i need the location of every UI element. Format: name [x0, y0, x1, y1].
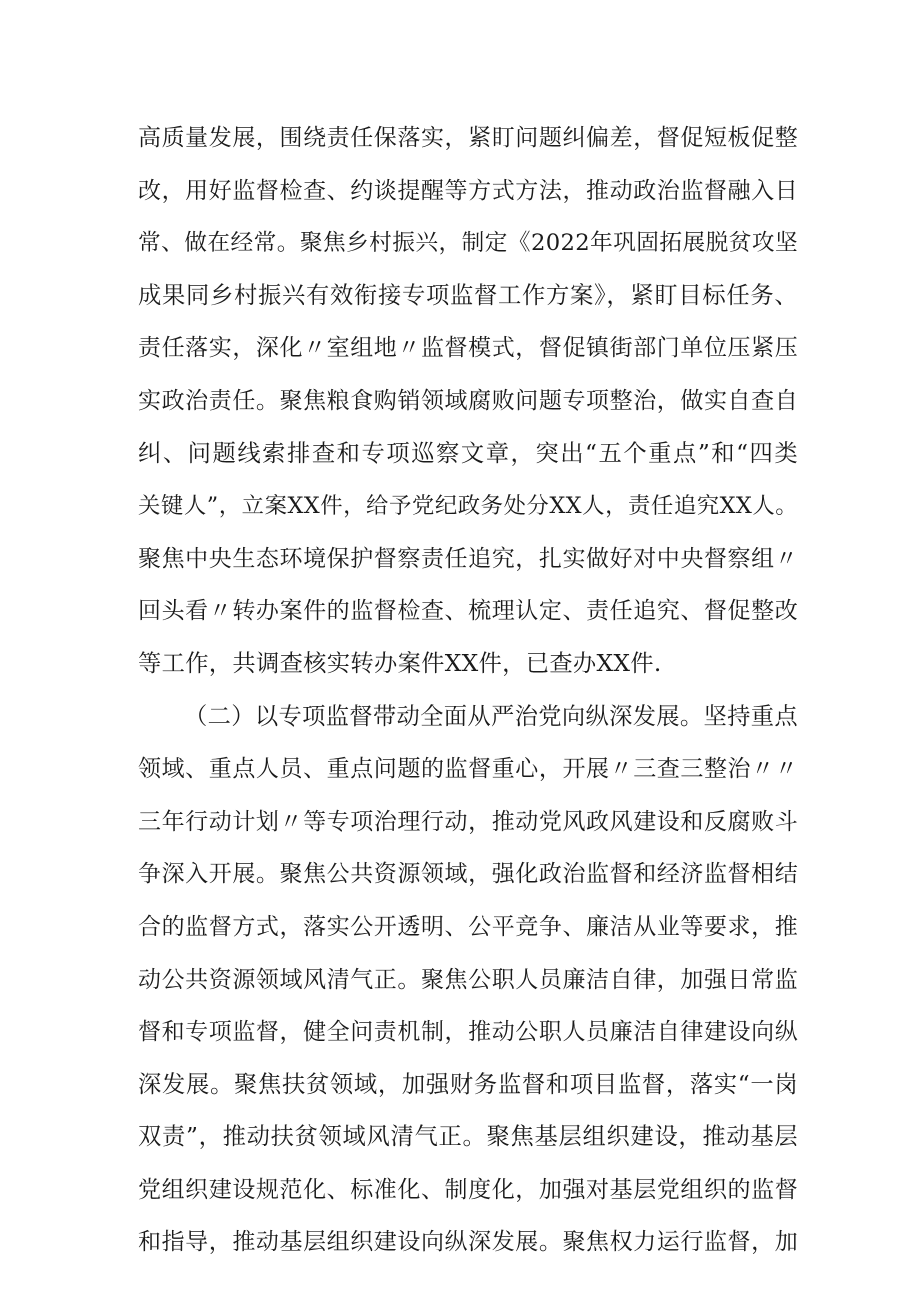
body-text [138, 112, 798, 1269]
text-line: 督和专项监督，健全问责机制，推动公职人员廉洁自律建设向纵 [138, 1019, 798, 1046]
text-line: 双责”，推动扶贫领域风清气正。聚焦基层组织建设，推动基层 [138, 1123, 798, 1151]
text-line: 合的监督方式，落实公开透明、公平竞争、廉洁从业等要求，推 [138, 913, 798, 940]
text-line: 改，用好监督检查、约谈提醒等方式方法，推动政治监督融入日 [138, 177, 798, 204]
text-line: 和指导，推动基层组织建设向纵深发展。聚焦权力运行监督，加 [138, 1229, 798, 1256]
text-line: 深发展。聚焦扶贫领域，加强财务监督和项目监督，落实“一岗 [138, 1070, 798, 1098]
text-line: 实政治责任。聚焦粮食购销领域腐败问题专项整治，做实自查自 [138, 387, 798, 414]
text-line: 聚焦中央生态环境保护督察责任追究，扎实做好对中央督察组〃 [138, 545, 798, 572]
text-line: 动公共资源领域风清气正。聚焦公职人员廉洁自律，加强日常监 [138, 966, 798, 993]
paragraph-start-line: （二）以专项监督带动全面从严治党向纵深发展。坚持重点 [184, 702, 798, 730]
text-line: 关键人”，立案XX件，给予党纪政务处分XX人，责任追究XX人。 [138, 493, 798, 520]
text-line: 党组织建设规范化、标准化、制度化，加强对基层党组织的监督 [138, 1176, 798, 1203]
text-line: 回头看〃转办案件的监督检查、梳理认定、责任追究、督促整改 [138, 598, 798, 625]
text-line: 领域、重点人员、重点问题的监督重心，开展〃三查三整治〃〃 [138, 756, 798, 783]
text-line: 三年行动计划〃等专项治理行动，推动党风政风建设和反腐败斗 [138, 808, 798, 835]
text-line: 争深入开展。聚焦公共资源领域，强化政治监督和经济监督相结 [138, 861, 798, 888]
text-line: 成果同乡村振兴有效衔接专项监督工作方案》，紧盯目标任务、 [138, 281, 798, 309]
text-line: 高质量发展，围绕责任保落实，紧盯问题纠偏差，督促短板促整 [138, 125, 798, 151]
text-line: 常、做在经常。聚焦乡村振兴，制定《2022年巩固拓展脱贫攻坚 [138, 230, 798, 257]
text-line: 等工作，共调查核实转办案件XX件，已查办XX件. [138, 649, 662, 677]
text-line: 纠、问题线索排查和专项巡察文章，突出“五个重点”和“四类 [138, 439, 798, 467]
text-line: 责任落实，深化〃室组地〃监督模式，督促镇街部门单位压紧压 [138, 335, 798, 362]
